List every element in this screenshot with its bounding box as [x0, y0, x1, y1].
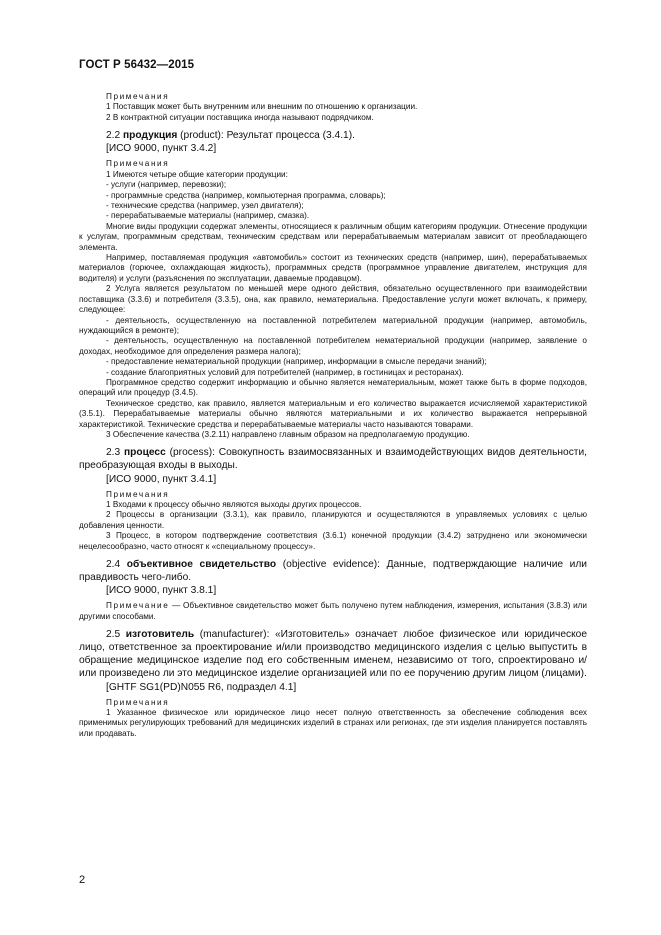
term-definition: (objective evidence): Данные, подтверждающие наличие или правдивость чего-либо.	[79, 559, 588, 584]
definition-paragraph	[79, 446, 587, 472]
source-reference: [ИСО 9000, пункт 3.4.2]	[106, 143, 217, 155]
note-paragraph: Например, поставляемая продукция «автомобиль» состоит из технических средств (например, шин), перерабатываемых материалов (горючее, охлаждающая жидкость), программных средств (программное управление двигателем, инструкция для водителя) и услуги (разъяснения по эксплуатации, даваемые продавцом).	[79, 253, 587, 283]
standard-header: ГОСТ Р 56432—2015	[79, 59, 195, 71]
note-text: 2 Услуга является результатом по меньшей мере одного действия, обязательно осуществленного при взаимодействии поставщика (3.3.6) и потребителя (3.3.5), она, как правило, нематериальна. Предоставление услуги может включать, к примеру, следующее:	[79, 284, 587, 315]
term-definition: (process): Совокупность взаимосвязанных и взаимодействующих видов деятельности, преобразующая входы в выходы.	[79, 447, 587, 472]
notes-block-2-1	[79, 92, 587, 123]
term-number: 2.4	[106, 559, 121, 571]
note-paragraph: Программное средство содержит информацию и обычно является нематериальным, может также быть в форме подходов, операций или процедур (3.4.5).	[79, 377, 587, 398]
page-number: 2	[79, 874, 86, 886]
definition-2-2	[79, 129, 587, 155]
term-name: объективное свидетельство	[126, 559, 277, 571]
list-item: - программные средства (например, компьютерная программа, словарь);	[106, 190, 386, 200]
source-reference: [ИСО 9000, пункт 3.4.1]	[106, 473, 217, 485]
term-number: 2.5	[106, 629, 121, 641]
list-item: - деятельность, осуществленную на поставленной потребителем материальной продукции (например, автомобиль, нуждающийся в ремонте);	[79, 315, 587, 335]
note-text: 1 Поставщик может быть внутренним или внешним по отношению к организации.	[106, 102, 418, 112]
term-number: 2.2	[106, 130, 121, 142]
notes-heading: Примечания	[106, 489, 170, 499]
list-item: - деятельность, осуществленную на поставленной потребителем нематериальной продукции (например, заявление о доходах, необходимое для определения размера налога);	[79, 336, 587, 356]
note-label: Примечание	[106, 601, 170, 611]
note-text: 1 Входами к процессу обычно являются выходы других процессов.	[106, 500, 362, 510]
definition-2-4	[79, 558, 587, 597]
term-name: изготовитель	[125, 629, 195, 641]
list-item: - перерабатываемые материалы (например, смазка).	[106, 211, 310, 221]
note-body: — Объективное свидетельство может быть получено путем наблюдения, измерения, испытания (3.8.3) или другими способами.	[79, 601, 588, 621]
definition-paragraph	[79, 628, 587, 680]
note-text: 1 Имеются четыре общие категории продукции:	[106, 169, 288, 179]
definition-paragraph	[79, 558, 587, 584]
notes-block-2-3	[79, 490, 587, 552]
list-item: - услуги (например, перевозки);	[106, 180, 227, 190]
note-text: 3 Обеспечение качества (3.2.11) направлено главным образом на предполагаемую продукцию.	[106, 429, 470, 439]
list-item: - технические средства (например, узел двигателя);	[106, 201, 304, 211]
source-reference: [GHTF SG1(PD)N055 R6, подраздел 4.1]	[106, 681, 297, 693]
definition-2-5	[79, 628, 587, 693]
definition-2-3	[79, 446, 587, 485]
list-item: - предоставление нематериальной продукции (например, информации в смысле передачи знаний);	[106, 357, 487, 367]
note-paragraph: Многие виды продукции содержат элементы, относящиеся к различным общим категориям продукции. Отнесение продукции к услугам, программным средствам, техническим средствам или перерабатываемым материалам зависит от преобладающего элемента.	[79, 221, 587, 252]
notes-heading: Примечания	[106, 697, 170, 707]
note-text: 2 В контрактной ситуации поставщика иногда называют подрядчиком.	[106, 112, 374, 122]
definition-paragraph	[79, 129, 587, 142]
source-reference: [ИСО 9000, пункт 3.8.1]	[106, 585, 217, 597]
note-text: 3 Процесс, в котором подтверждение соответствия (3.6.1) конечной продукции (3.4.2) затруднено или экономически нецелесообразно, часто относят к «специальному процессу».	[79, 531, 587, 551]
single-note	[79, 601, 587, 622]
term-name: процесс	[124, 447, 166, 459]
document-body	[79, 92, 587, 739]
note-text: 1 Указанное физическое или юридическое лицо несет полную ответственность за обеспечение соблюдения всех применимых регулирующих требований для медицинских изделий в странах или регионах, где эти изделия планируется поставлять или продавать.	[79, 708, 587, 738]
term-definition: (manufacturer): «Изготовитель» означает любое физическое или юридическое лицо, ответственное за проектирование и/или производство медицинского изделия с целью выпустить в обращение медицинское изделие под его собственным именем, независимо от того, спроектировано и/или произведено ли это медицинское изделие организацией или по ее поручению другим лицом (лицами).	[79, 629, 587, 680]
notes-block-2-2	[79, 159, 587, 440]
list-item: - создание благоприятных условий для потребителей (например, в гостиницах и ресторанах).	[106, 367, 464, 377]
term-definition: (product): Результат процесса (3.4.1).	[180, 130, 355, 142]
note-paragraph: Техническое средство, как правило, является материальным и его количество выражается исчисляемой характеристикой (3.5.1). Перерабатываемые материалы обычно являются материальными и их количество выражается непрерывной характеристикой. Технические средства и перерабатываемые материалы часто называются товарами.	[79, 398, 587, 429]
note-text: 2 Процессы в организации (3.3.1), как правило, планируются и осуществляются в управляемых условиях с целью добавления ценности.	[79, 510, 587, 530]
notes-block-2-5	[79, 698, 587, 740]
notes-heading: Примечания	[106, 159, 170, 169]
term-name: продукция	[123, 130, 178, 142]
notes-heading: Примечания	[106, 92, 170, 101]
term-number: 2.3	[106, 447, 121, 459]
